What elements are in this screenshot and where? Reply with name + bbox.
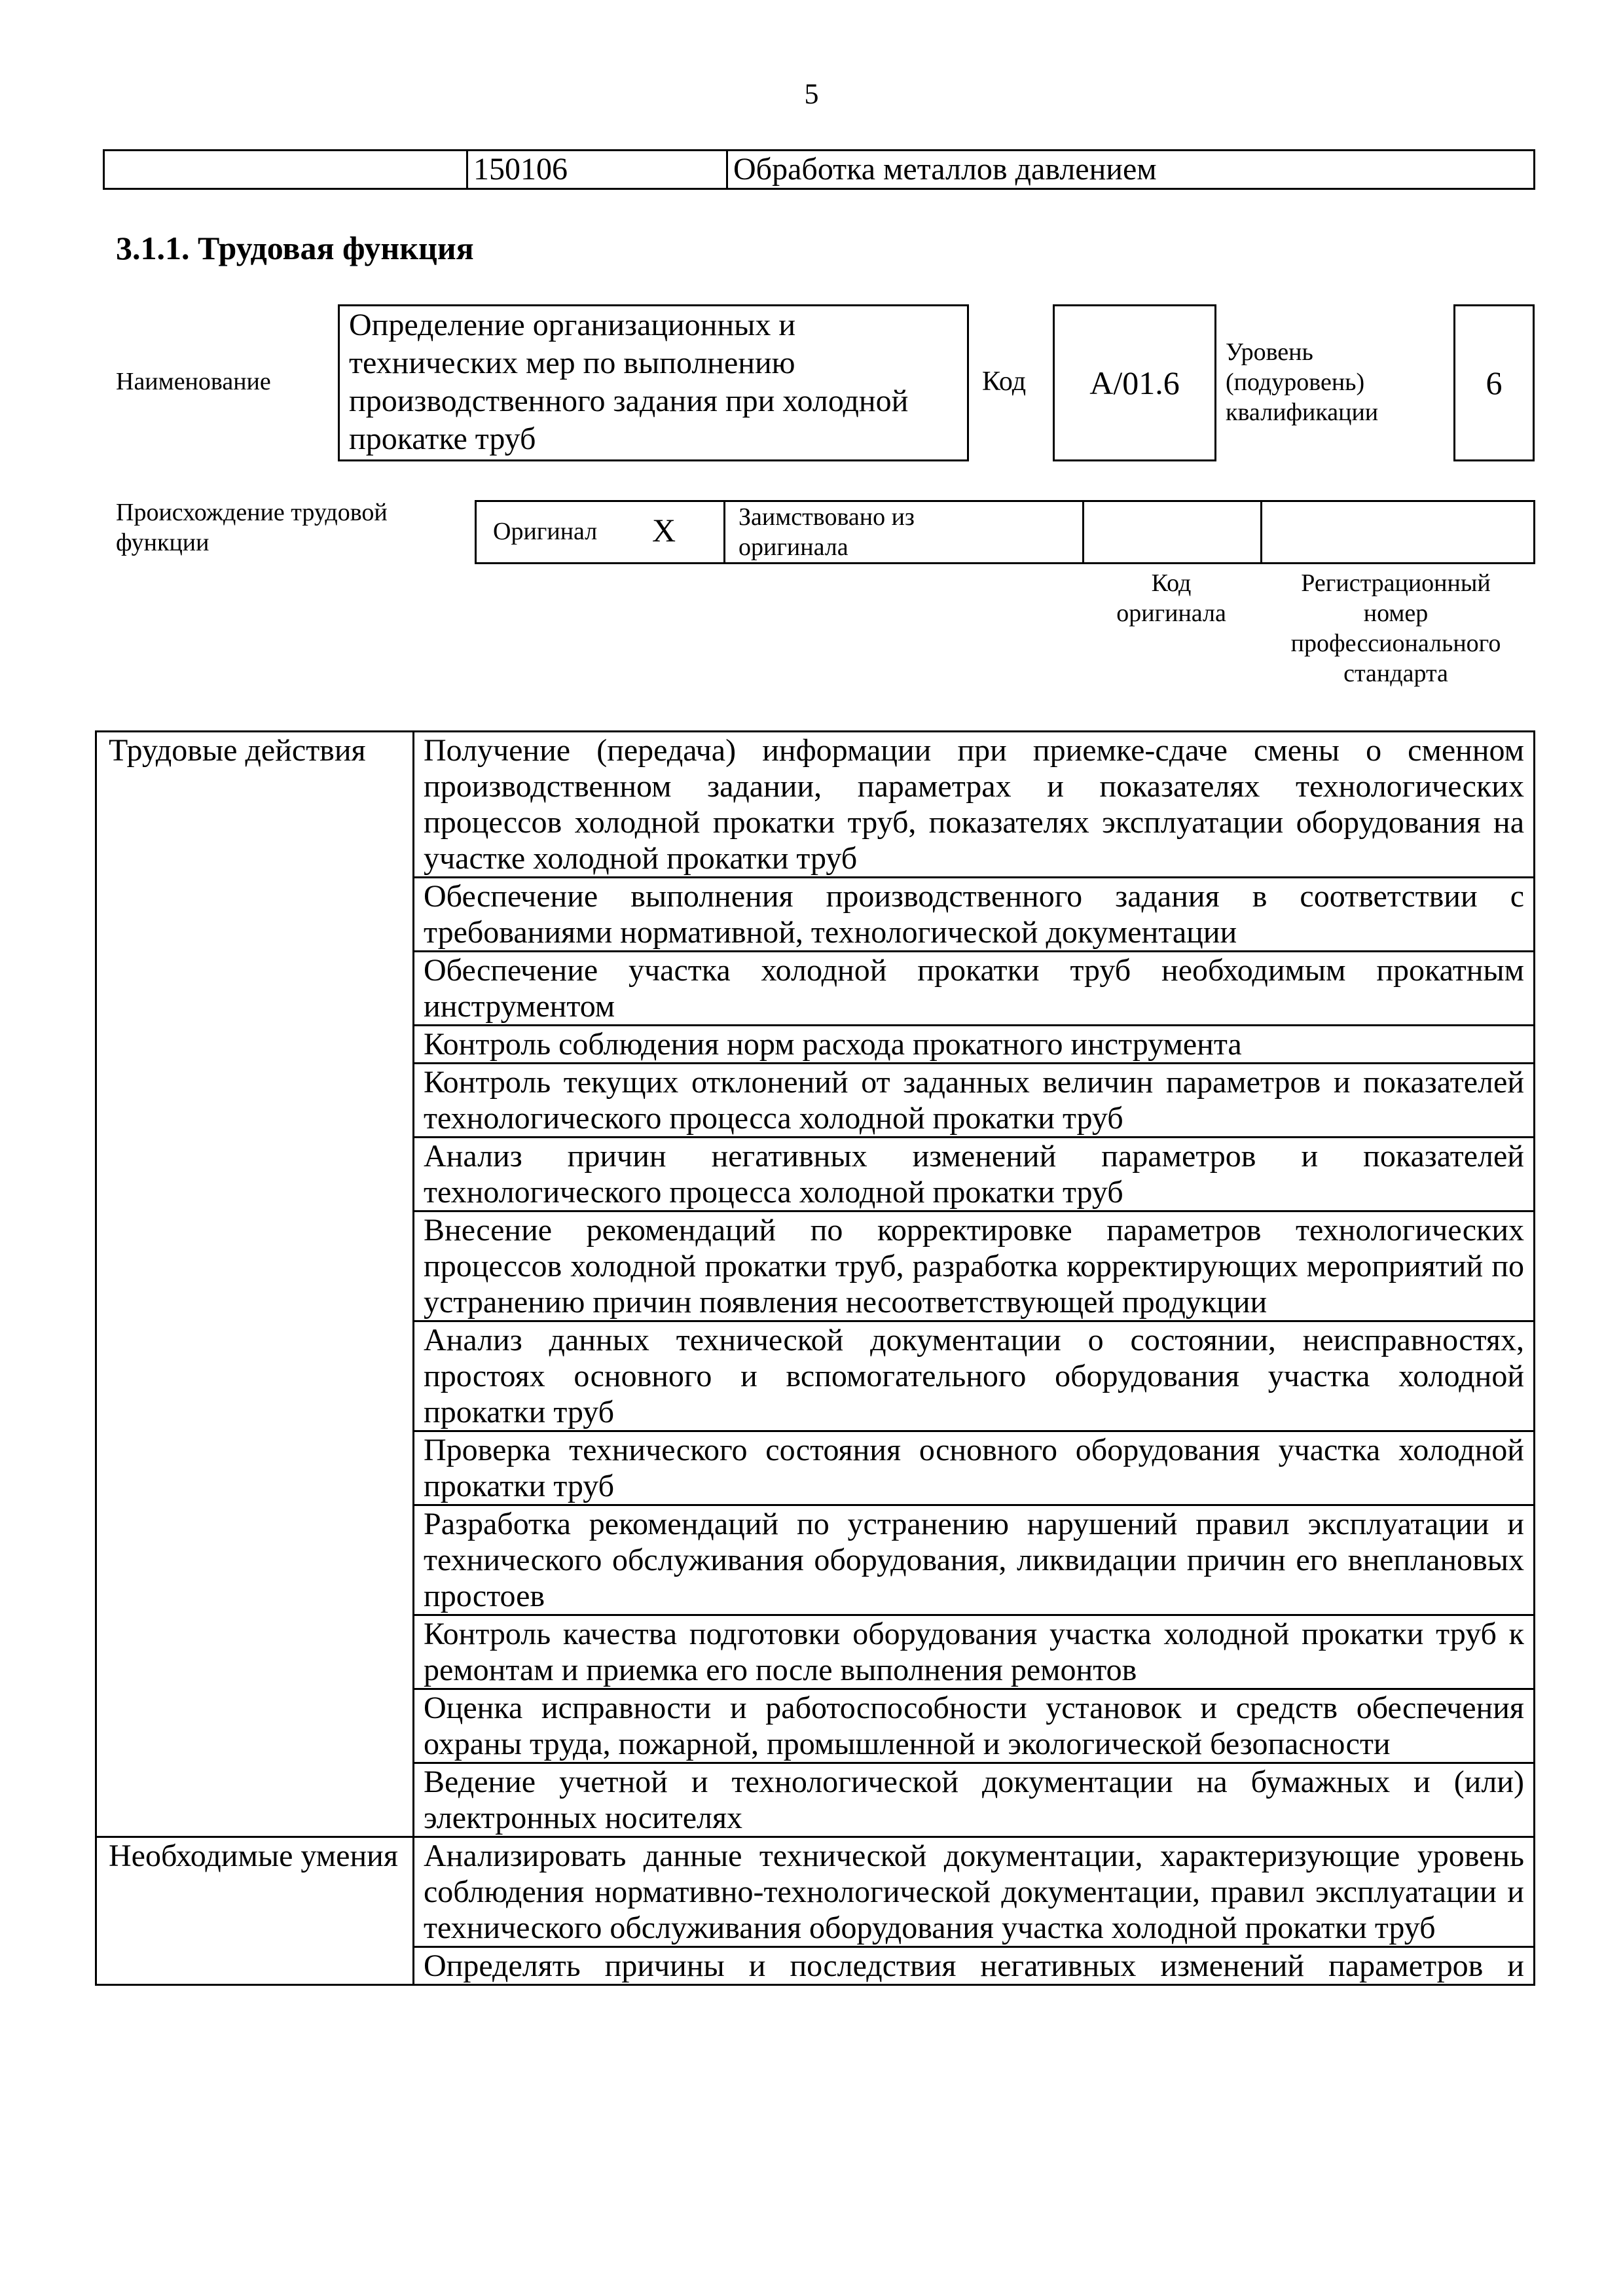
qualification-level: 6 <box>1453 304 1535 461</box>
borrowed-label <box>739 502 915 562</box>
original-code-cell <box>1084 502 1262 562</box>
borrowed-label-line: Заимствовано из <box>739 503 915 531</box>
name-label: Наименование <box>116 368 271 395</box>
page-number: 5 <box>804 78 819 110</box>
origin-label-line: Происхождение трудовой <box>116 499 388 526</box>
original-cell <box>477 502 725 562</box>
function-name-line: производственного задания при холодной <box>349 384 909 418</box>
level-label-line: (подуровень) <box>1226 368 1365 396</box>
labor-actions-header: Трудовые действия <box>96 732 414 1837</box>
labor-action: Оценка исправности и работоспособности установок и средств обеспечения охраны труда, пожарной, промышленной и экологической безопасности <box>414 1689 1535 1763</box>
level-label-line: квалификации <box>1226 399 1379 426</box>
skill: Определять причины и последствия негативных изменений параметров и <box>414 1947 1535 1985</box>
level-label-line: Уровень <box>1226 338 1313 366</box>
specialty-name: Обработка металлов давлением <box>727 151 1535 189</box>
function-name-line: прокатке труб <box>349 422 536 456</box>
origin-label <box>116 497 388 558</box>
labor-action: Разработка рекомендаций по устранению нарушений правил эксплуатации и технического обслуживания оборудования, ликвидации причин его внеплановых простоев <box>414 1505 1535 1615</box>
main-table <box>95 730 1535 1986</box>
labor-action: Анализ данных технической документации о состоянии, неисправностях, простоях основного и вспомогательного оборудования участка холодной прокатки труб <box>414 1321 1535 1431</box>
reg-number-cell <box>1262 502 1533 562</box>
original-label: Оригинал <box>493 518 598 545</box>
labor-action: Обеспечение выполнения производственного задания в соответствии с требованиями нормативной, технологической документации <box>414 878 1535 952</box>
labor-action: Контроль качества подготовки оборудования участка холодной прокатки труб к ремонтам и приемка его после выполнения ремонтов <box>414 1615 1535 1689</box>
labor-action: Ведение учетной и технологической документации на бумажных и (или) электронных носителях <box>414 1763 1535 1837</box>
function-name-box <box>338 304 969 461</box>
caption-line: Регистрационный <box>1301 569 1491 597</box>
labor-action: Получение (передача) информации при приемке-сдаче смены о сменном производственном задании, параметрах и показателях технологических процессов холодной прокатки труб, показателях эксплуатации оборудования на участке холодной прокатки труб <box>414 732 1535 878</box>
borrowed-label-line: оригинала <box>739 533 848 561</box>
original-mark: X <box>652 512 676 548</box>
labor-action: Контроль текущих отклонений от заданных величин параметров и показателей технологического процесса холодной прокатки труб <box>414 1064 1535 1138</box>
borrowed-cell <box>725 502 1084 562</box>
caption-line: Код <box>1151 569 1192 597</box>
labor-action: Контроль соблюдения норм расхода прокатного инструмента <box>414 1026 1535 1064</box>
skill: Анализировать данные технической документации, характеризующие уровень соблюдения нормативно-технологической документации, правил эксплуатации и технического обслуживания оборудования участка холодной прокатки труб <box>414 1837 1535 1947</box>
function-code: А/01.6 <box>1053 304 1216 461</box>
origin-row <box>475 500 1535 564</box>
caption-line: стандарта <box>1343 660 1448 687</box>
caption-line: номер <box>1363 600 1429 627</box>
function-name-line: технических мер по выполнению <box>349 346 795 380</box>
reg-number-caption <box>1260 568 1531 689</box>
skills-header: Необходимые умения <box>96 1837 414 1985</box>
labor-action: Анализ причин негативных изменений параметров и показателей технологического процесса холодной прокатки труб <box>414 1138 1535 1211</box>
level-label <box>1226 337 1378 427</box>
table-row <box>96 1837 1535 1947</box>
labor-action: Внесение рекомендаций по корректировке параметров технологических процессов холодной прокатки труб, разработка корректирующих мероприятий по устранению причин появления несоответствующей продукции <box>414 1211 1535 1321</box>
code-label: Код <box>982 367 1027 397</box>
empty-cell <box>104 151 467 189</box>
caption-line: профессионального <box>1290 630 1501 657</box>
specialty-code: 150106 <box>467 151 727 189</box>
function-name-line: Определение организационных и <box>349 308 796 342</box>
original-code-caption <box>1082 568 1260 628</box>
labor-action: Проверка технического состояния основного оборудования участка холодной прокатки труб <box>414 1431 1535 1505</box>
table-row <box>96 732 1535 878</box>
caption-line: оригинала <box>1116 600 1226 627</box>
labor-action: Обеспечение участка холодной прокатки труб необходимым прокатным инструментом <box>414 952 1535 1026</box>
origin-label-line: функции <box>116 529 210 556</box>
top-code-row <box>103 149 1535 190</box>
section-title: 3.1.1. Трудовая функция <box>116 230 474 266</box>
